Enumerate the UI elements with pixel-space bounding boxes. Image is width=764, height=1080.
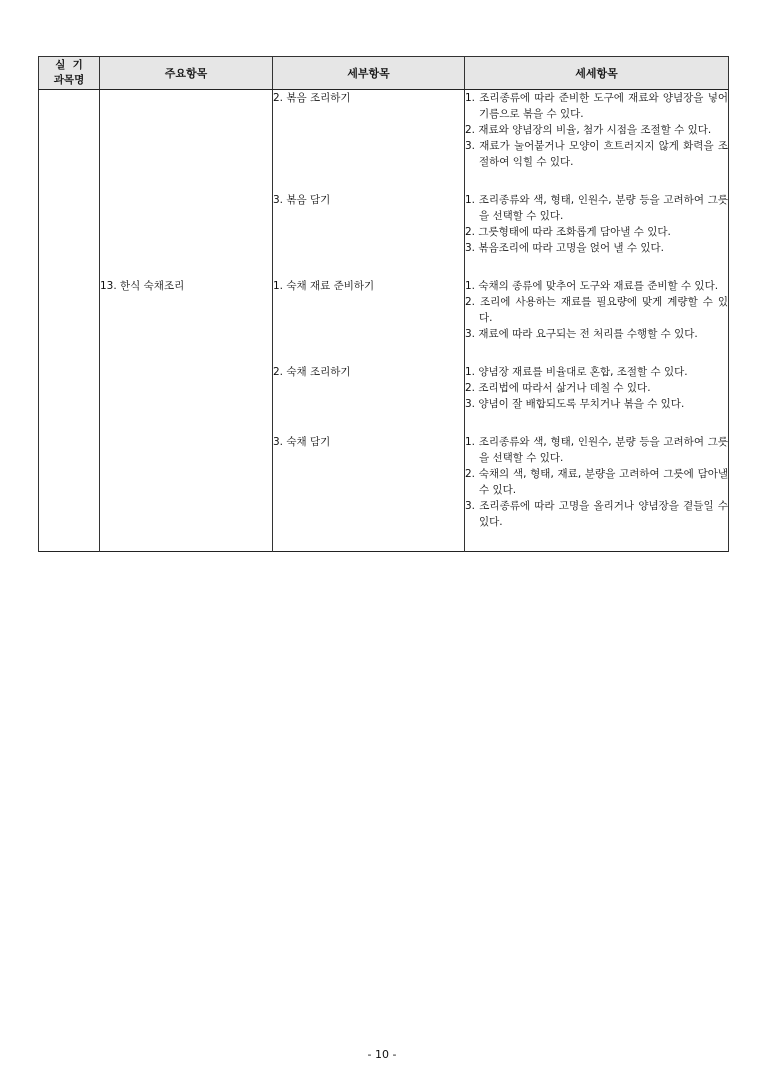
main-item-cell: 13. 한식 숙채조리 — [100, 278, 273, 342]
spacer-row — [39, 530, 729, 552]
table-row — [39, 278, 729, 342]
header-subject-name: 실 기 과목명 — [39, 57, 100, 90]
detail-item-cell: 2. 볶음 조리하기 — [273, 90, 465, 171]
detail-item-cell: 2. 숙채 조리하기 — [273, 364, 465, 412]
list-item: 1. 조리종류에 따라 준비한 도구에 재료와 양념장을 넣어 기름으로 볶을 수 있다. — [465, 92, 728, 120]
sub-detail-cell — [465, 278, 729, 342]
table-header-row — [39, 57, 729, 90]
main-item-cell — [100, 90, 273, 171]
sub-detail-cell — [465, 192, 729, 256]
list-item: 1. 조리종류와 색, 형태, 인원수, 분량 등을 고려하여 그릇을 선택할 수 있다. — [465, 436, 728, 464]
list-item: 2. 재료와 양념장의 비율, 첨가 시점을 조절할 수 있다. — [465, 124, 712, 136]
list-item: 2. 숙채의 색, 형태, 재료, 분량을 고려하여 그릇에 담아낼 수 있다. — [465, 468, 728, 496]
main-item-cell — [100, 434, 273, 530]
main-item-cell — [100, 192, 273, 256]
subject-cell — [39, 434, 100, 530]
list-item: 2. 조리법에 따라서 삶거나 데칠 수 있다. — [465, 382, 651, 394]
header-sub-detail-item: 세세항목 — [465, 57, 729, 90]
spacer-row — [39, 170, 729, 192]
table-row — [39, 364, 729, 412]
list-item: 2. 조리에 사용하는 재료를 필요량에 맞게 계량할 수 있다. — [465, 296, 728, 324]
table-row — [39, 192, 729, 256]
subject-cell — [39, 90, 100, 171]
spacer-row — [39, 412, 729, 434]
subject-cell — [39, 192, 100, 256]
detail-item-cell: 1. 숙채 재료 준비하기 — [273, 278, 465, 342]
list-item: 3. 양념이 잘 배합되도록 무치거나 볶을 수 있다. — [465, 398, 685, 410]
sub-detail-cell — [465, 90, 729, 171]
spacer-row — [39, 256, 729, 278]
table-row — [39, 434, 729, 530]
header-main-item: 주요항목 — [100, 57, 273, 90]
list-item: 1. 숙채의 종류에 맞추어 도구와 재료를 준비할 수 있다. — [465, 280, 719, 292]
subject-cell — [39, 364, 100, 412]
subject-cell — [39, 278, 100, 342]
list-item: 2. 그릇형태에 따라 조화롭게 담아낼 수 있다. — [465, 226, 671, 238]
list-item: 3. 조리종류에 따라 고명을 올리거나 양념장을 곁들일 수 있다. — [465, 500, 728, 528]
exam-outline-table — [38, 56, 729, 552]
table-row — [39, 90, 729, 171]
header-detail-item: 세부항목 — [273, 57, 465, 90]
list-item: 3. 재료에 따라 요구되는 전 처리를 수행할 수 있다. — [465, 328, 698, 340]
main-item-cell — [100, 364, 273, 412]
list-item: 3. 볶음조리에 따라 고명을 얹어 낼 수 있다. — [465, 242, 665, 254]
list-item: 3. 재료가 눌어붙거나 모양이 흐트러지지 않게 화력을 조절하여 익힐 수 있다. — [465, 140, 728, 168]
page-number: - 10 - — [367, 1048, 397, 1061]
list-item: 1. 조리종류와 색, 형태, 인원수, 분량 등을 고려하여 그릇을 선택할 수 있다. — [465, 194, 728, 222]
spacer-row — [39, 342, 729, 364]
sub-detail-cell — [465, 364, 729, 412]
list-item: 1. 양념장 재료를 비율대로 혼합, 조절할 수 있다. — [465, 366, 688, 378]
detail-item-cell: 3. 숙채 담기 — [273, 434, 465, 530]
detail-item-cell: 3. 볶음 담기 — [273, 192, 465, 256]
sub-detail-cell — [465, 434, 729, 530]
